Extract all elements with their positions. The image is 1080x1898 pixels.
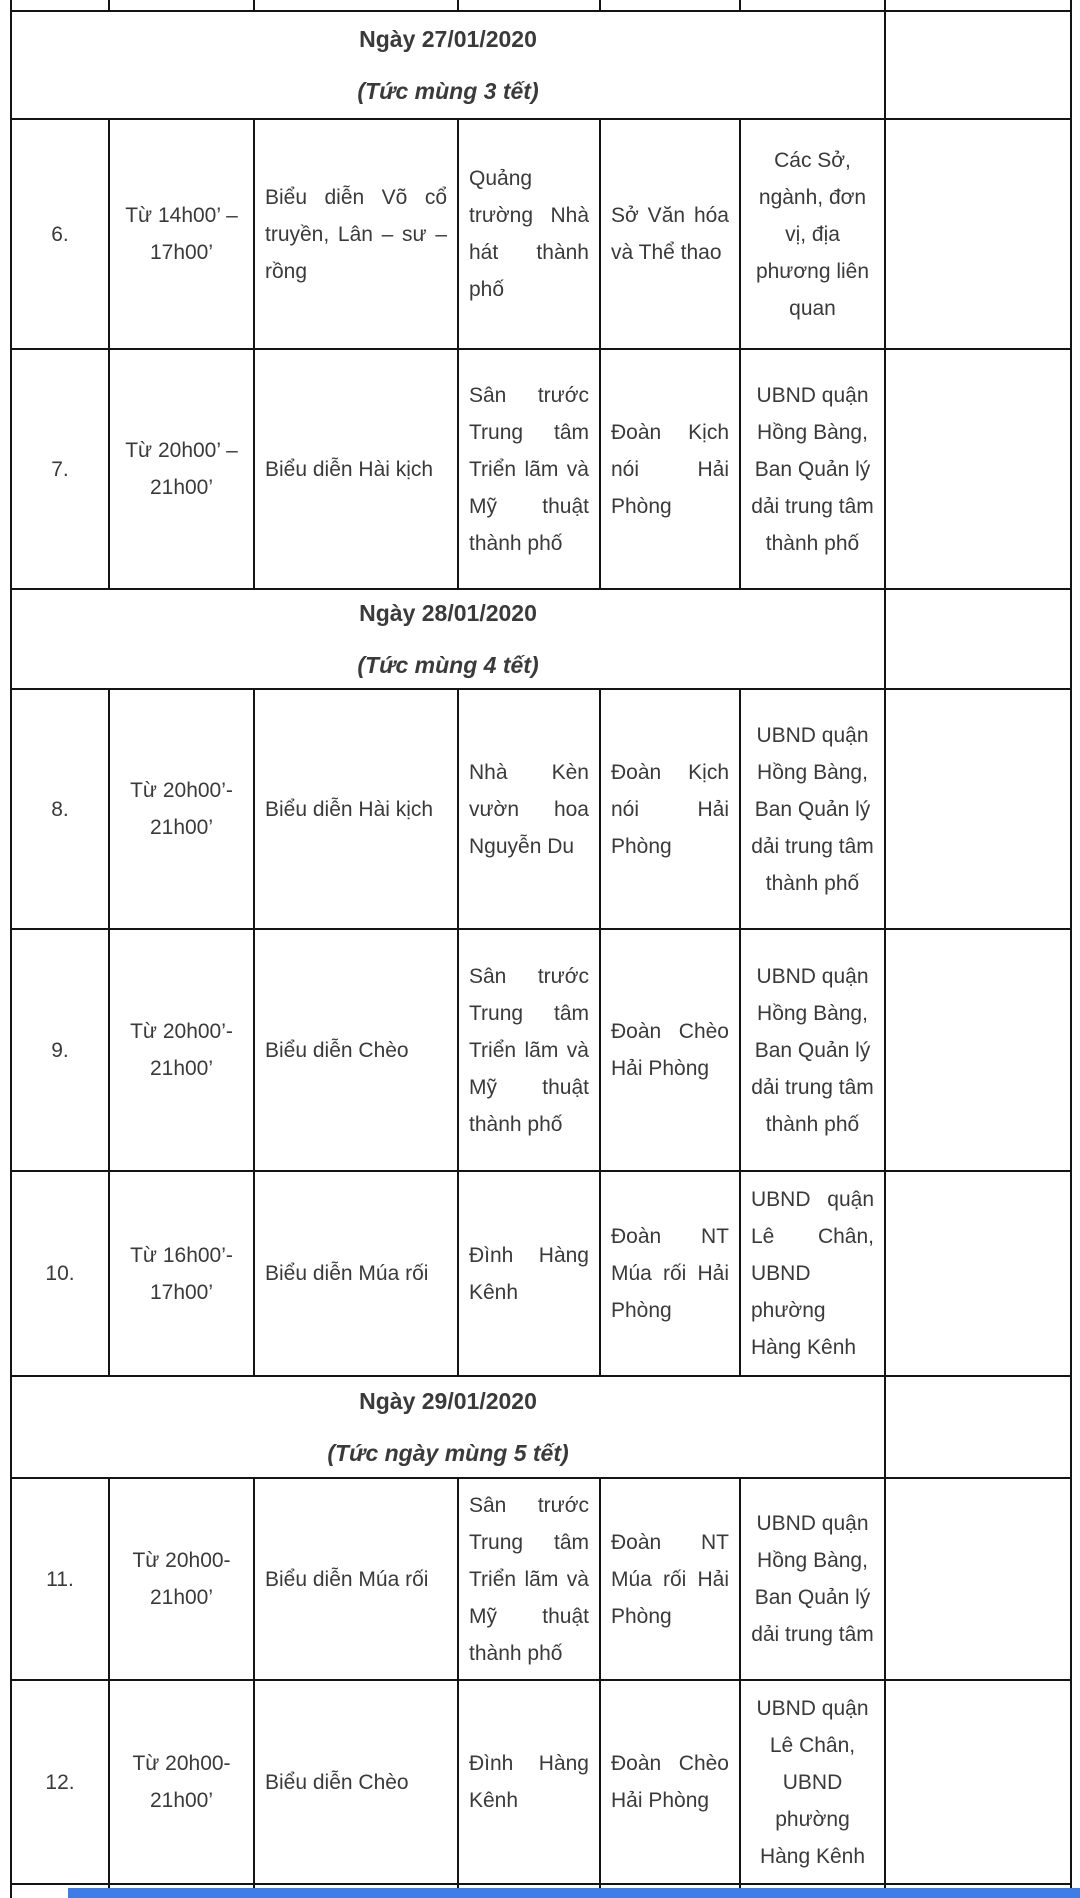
cell-no: 8.: [11, 689, 109, 929]
schedule-row: [11, 1171, 1071, 1376]
schedule-row: [11, 1680, 1071, 1884]
cell-notes: [885, 929, 1071, 1171]
schedule-table: [10, 0, 1072, 1898]
cell-coordinator: UBND quận Hồng Bàng, Ban Quản lý dải trung tâm thành phố: [740, 929, 885, 1171]
date-header-text: Ngày 28/01/2020: [359, 600, 537, 626]
cell-time: [109, 0, 254, 11]
cell-coordinator: UBND quận Hồng Bàng, Ban Quản lý dải trung tâm thành phố: [740, 689, 885, 929]
cell-organizer: Đoàn NT Múa rối Hải Phòng: [600, 1478, 740, 1680]
date-subheader-text: (Tức ngày mùng 5 tết): [327, 1440, 569, 1466]
cell-location: Sân trước Trung tâm Triển lãm và Mỹ thuật thành phố: [458, 929, 600, 1171]
selection-highlight: [68, 1888, 1080, 1898]
date-header-row: [11, 1376, 1071, 1478]
cell-location: Sân trước Trung tâm Triển lãm và Mỹ thuật thành phố: [458, 1478, 600, 1680]
schedule-row: [11, 119, 1071, 349]
cell-activity: Biểu diễn Chèo: [254, 929, 458, 1171]
cell-notes: [885, 349, 1071, 589]
schedule-row: [11, 929, 1071, 1171]
cell-time: Từ 20h00’- 21h00’: [109, 929, 254, 1171]
cell-notes: [885, 119, 1071, 349]
cell-no: 10.: [11, 1171, 109, 1376]
date-header-text: Ngày 27/01/2020: [359, 26, 537, 52]
cell-no: 7.: [11, 349, 109, 589]
date-subheader-text: (Tức mùng 4 tết): [357, 652, 539, 678]
cell-time: Từ 16h00’- 17h00’: [109, 1171, 254, 1376]
cell-coordinator: UBND quận Lê Chân, UBND phường Hàng Kênh: [740, 1171, 885, 1376]
date-header-text: Ngày 29/01/2020: [359, 1388, 537, 1414]
cell-notes: [885, 1171, 1071, 1376]
cell-activity: Biểu diễn Võ cổ truyền, Lân – sư – rồng: [254, 119, 458, 349]
cell-time: Từ 20h00- 21h00’: [109, 1680, 254, 1884]
cell-coordinator: Các Sở, ngành, đơn vị, địa phương liên quan: [740, 119, 885, 349]
cell-activity: Biểu diễn Hài kịch: [254, 349, 458, 589]
cell-organizer: [600, 0, 740, 11]
partial-row-top: [11, 0, 1071, 11]
cell-organizer: Sở Văn hóa và Thể thao: [600, 119, 740, 349]
schedule-row: [11, 1478, 1071, 1680]
cell-no: 11.: [11, 1478, 109, 1680]
cell-location: Sân trước Trung tâm Triển lãm và Mỹ thuật thành phố: [458, 349, 600, 589]
cell-no: 6.: [11, 119, 109, 349]
date-header-cell: [11, 1376, 885, 1478]
cell-no: 9.: [11, 929, 109, 1171]
cell-notes: [885, 689, 1071, 929]
cell-activity: [254, 0, 458, 11]
cell-time: Từ 20h00- 21h00’: [109, 1478, 254, 1680]
cell-no: 12.: [11, 1680, 109, 1884]
cell-notes: [885, 1680, 1071, 1884]
cell-no: [11, 0, 109, 11]
date-header-cell: [11, 589, 885, 689]
cell-coordinator: UBND quận Hồng Bàng, Ban Quản lý dải trung tâm thành phố: [740, 349, 885, 589]
cell-notes: [885, 589, 1071, 689]
cell-organizer: Đoàn Kịch nói Hải Phòng: [600, 349, 740, 589]
cell-location: Nhà Kèn vườn hoa Nguyễn Du: [458, 689, 600, 929]
cell-time: Từ 14h00’ – 17h00’: [109, 119, 254, 349]
cell-time: Từ 20h00’- 21h00’: [109, 689, 254, 929]
cell-organizer: Đoàn Chèo Hải Phòng: [600, 1680, 740, 1884]
cell-activity: Biểu diễn Chèo: [254, 1680, 458, 1884]
schedule-table-body: [11, 0, 1071, 1898]
cell-notes: [885, 1478, 1071, 1680]
cell-location: [458, 0, 600, 11]
cell-coordinator: [740, 0, 885, 11]
date-header-cell: [11, 11, 885, 119]
cell-organizer: Đoàn NT Múa rối Hải Phòng: [600, 1171, 740, 1376]
cell-notes: [885, 0, 1071, 11]
cell-location: Đình Hàng Kênh: [458, 1171, 600, 1376]
cell-coordinator: UBND quận Lê Chân, UBND phường Hàng Kênh: [740, 1680, 885, 1884]
date-header-row: [11, 589, 1071, 689]
cell-organizer: Đoàn Kịch nói Hải Phòng: [600, 689, 740, 929]
cell-activity: Biểu diễn Hài kịch: [254, 689, 458, 929]
cell-organizer: Đoàn Chèo Hải Phòng: [600, 929, 740, 1171]
cell-notes: [885, 11, 1071, 119]
schedule-row: [11, 349, 1071, 589]
cell-time: Từ 20h00’ – 21h00’: [109, 349, 254, 589]
date-subheader-text: (Tức mùng 3 tết): [357, 78, 539, 104]
cell-activity: Biểu diễn Múa rối: [254, 1171, 458, 1376]
cell-coordinator: UBND quận Hồng Bàng, Ban Quản lý dải trung tâm: [740, 1478, 885, 1680]
cell-activity: Biểu diễn Múa rối: [254, 1478, 458, 1680]
date-header-row: [11, 11, 1071, 119]
cell-location: Quảng trường Nhà hát thành phố: [458, 119, 600, 349]
cell-notes: [885, 1376, 1071, 1478]
schedule-row: [11, 689, 1071, 929]
cell-location: Đình Hàng Kênh: [458, 1680, 600, 1884]
